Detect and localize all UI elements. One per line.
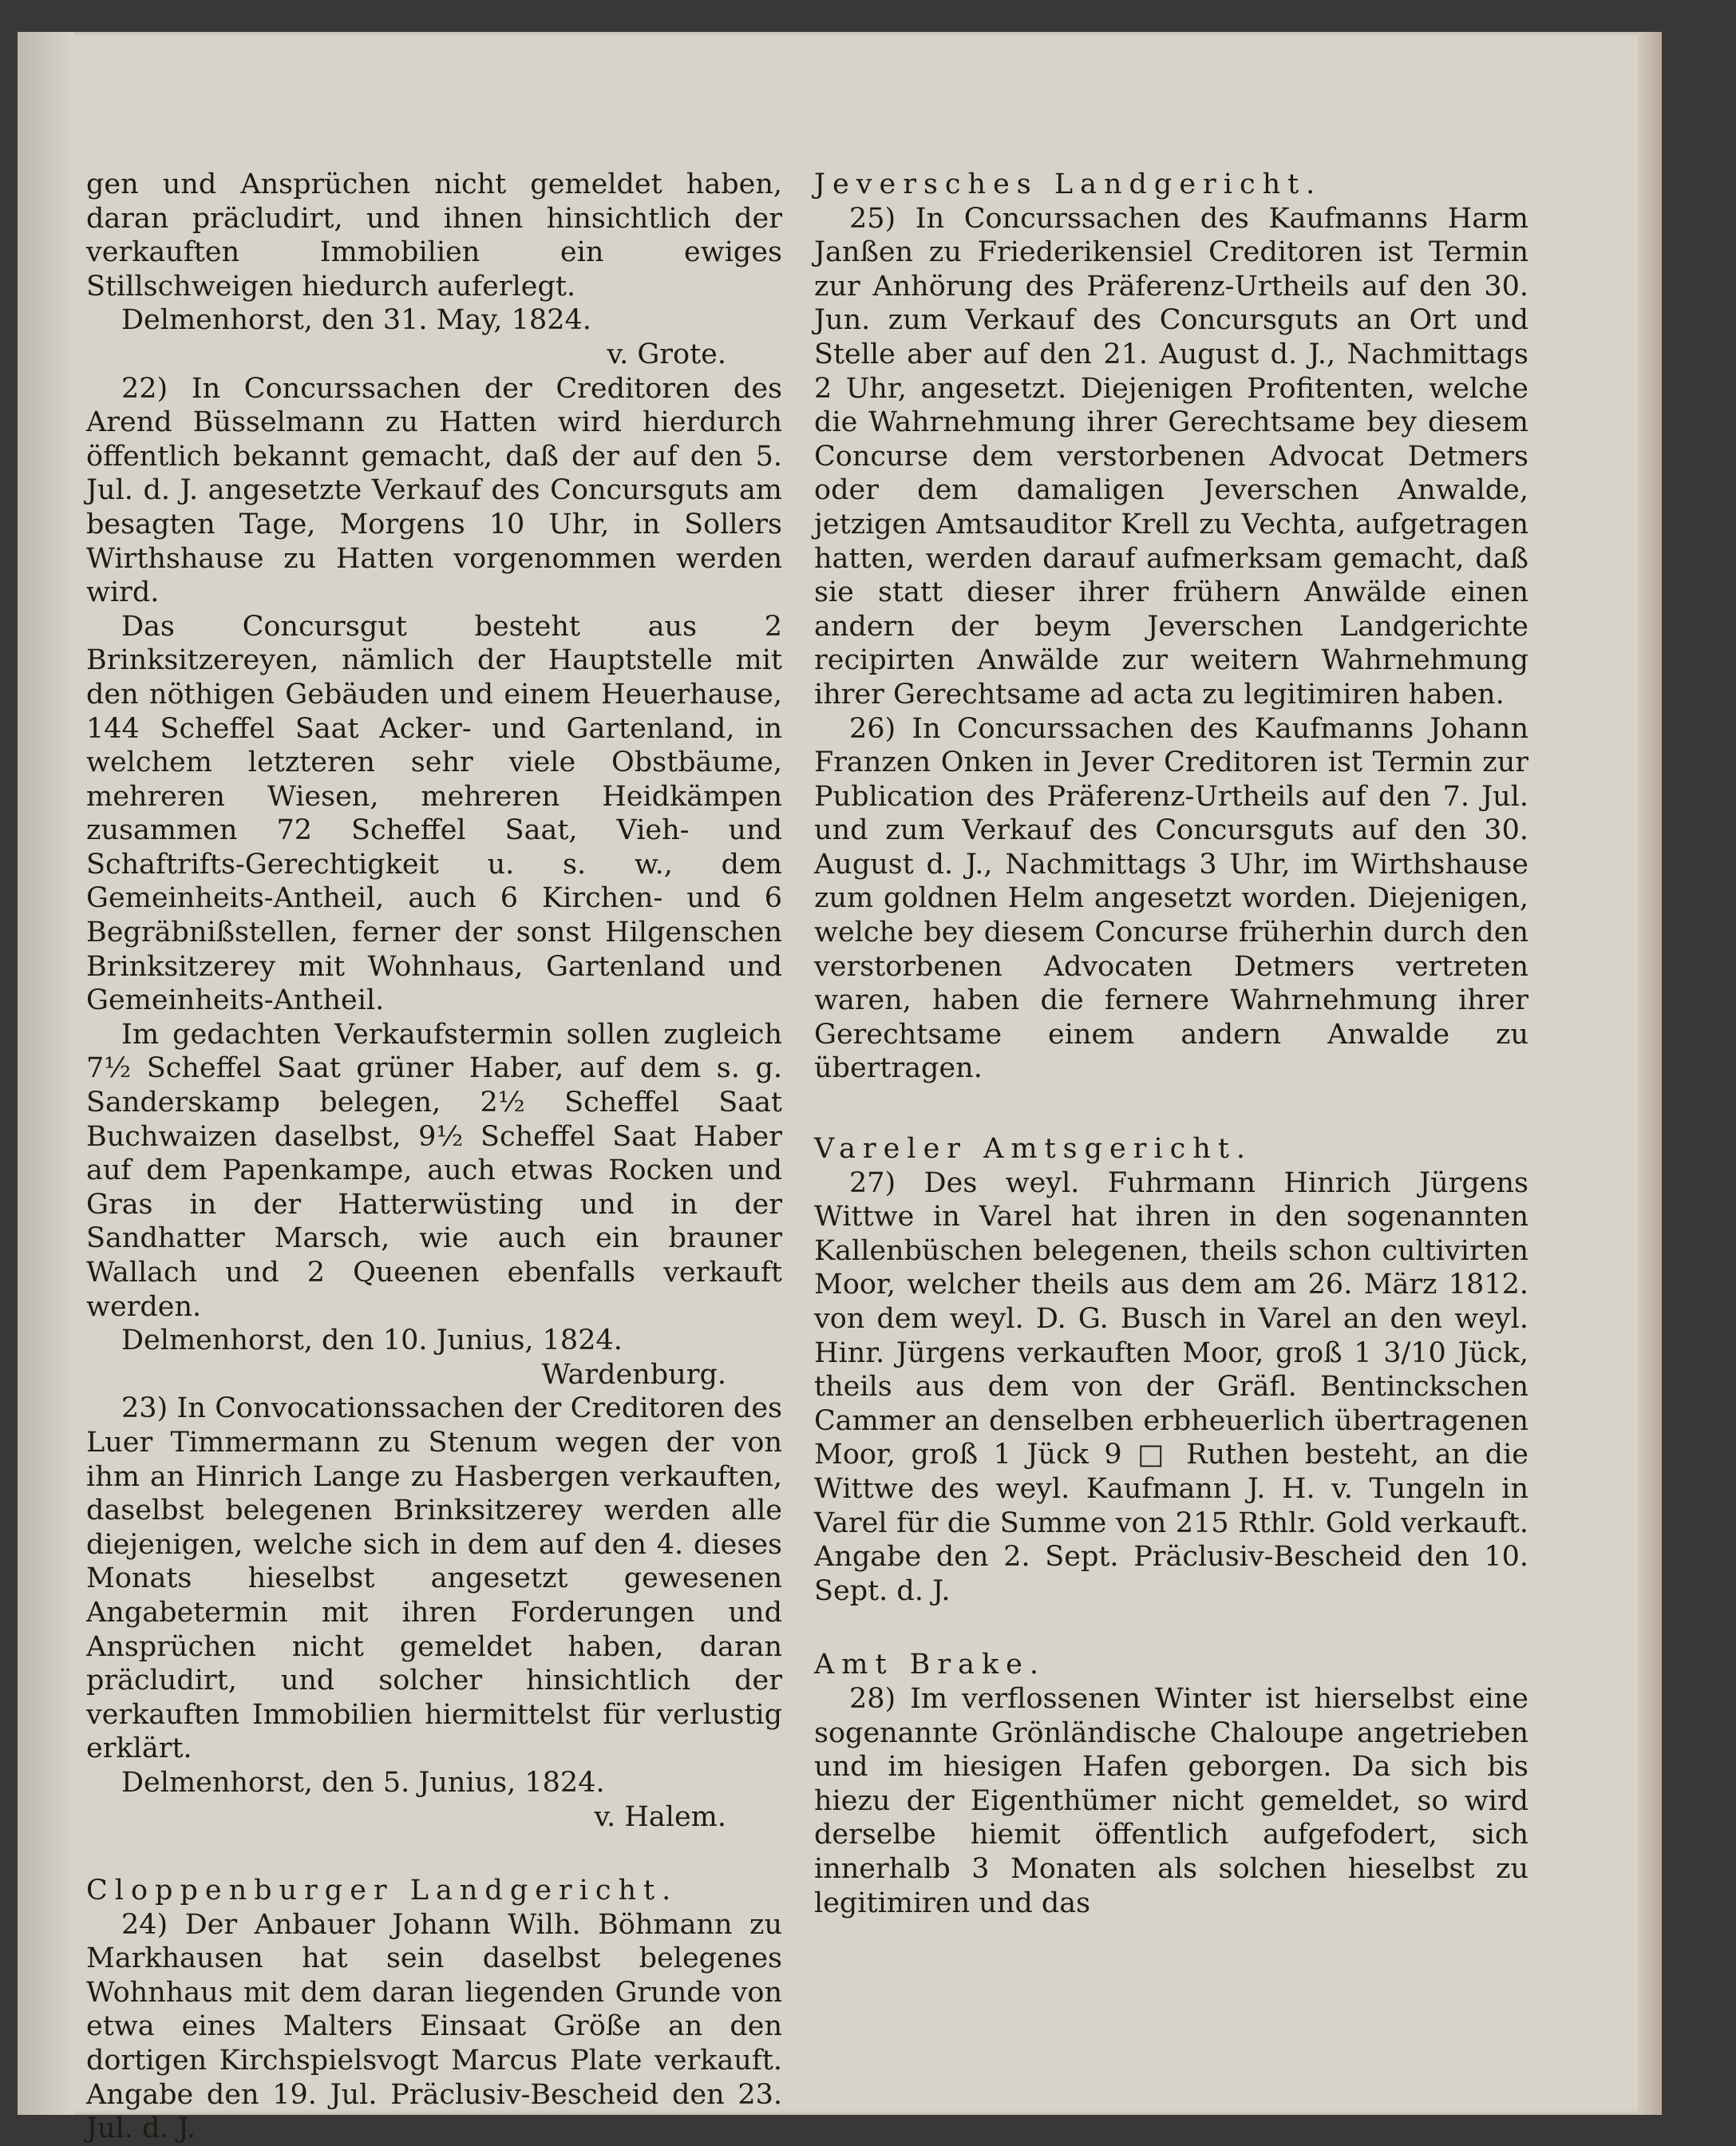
signature: v. Halem.	[594, 1800, 726, 1833]
notice-22-details: Das Concursgut besteht aus 2 Brinksitzereyen, nämlich der Hauptstelle mit den nöthigen Gebäuden und einem Heuerhause, 144 Scheffel Saat Acker- und Gartenland, in welchem letzteren sehr viele Obstbäume, mehreren Wiesen, mehreren Heidkämpen zusammen 72 Scheffel Saat, Vieh- und Schaftrifts-Gerechtigkeit u. s. w., dem Gemeinheits-Antheil, auch 6 Kirchen- und 6 Begräbnißstellen, ferner der sonst Hilgenschen Brinksitzerey mit Wohnhaus, Gartenland und Gemeinheits-Antheil.	[86, 610, 782, 1017]
section-heading: Cloppenburger Landgericht.	[86, 1875, 678, 1907]
paragraph-continuation: gen und Ansprüchen nicht gemeldet haben, daran präcludirt, und ihnen hinsichtlich der verkauften Immobilien ein ewiges Stillschweigen hiedurch auferlegt.	[86, 168, 782, 303]
section-heading: Vareler Amtsgericht.	[814, 1133, 1253, 1166]
binding-fold	[18, 32, 73, 2115]
signature: v. Grote.	[607, 338, 726, 370]
left-column	[86, 168, 782, 2146]
section-heading: Amt Brake.	[814, 1649, 1046, 1681]
right-column	[814, 168, 1528, 1920]
notice-22: 22) In Concurssachen der Creditoren des Arend Büsselmann zu Hatten wird hierdurch öffentlich bekannt gemacht, daß der auf den 5. Jul. d. J. angesetzte Verkauf des Concursguts am besagten Tage, Morgens 10 Uhr, in Sollers Wirthshause zu Hatten vorgenommen werden wird.	[86, 372, 782, 609]
section-heading: Jeversches Landgericht.	[814, 168, 1323, 200]
dateline: Delmenhorst, den 5. Junius, 1824.	[121, 1766, 605, 1799]
notice-25: 25) In Concurssachen des Kaufmanns Harm Janßen zu Friederikensiel Creditoren ist Termin zur Anhörung des Präferenz-Urtheils auf den 30. Jun. zum Verkauf des Concursguts an Ort und Stelle aber auf den 21. August d. J., Nachmittags 2 Uhr, angesetzt. Diejenigen Profitenten, welche die Wahrnehmung ihrer Gerechtsame bey diesem Concurse dem verstorbenen Advocat Detmers oder dem damaligen Jeverschen Anwalde, jetzigen Amtsauditor Krell zu Vechta, aufgetragen hatten, werden darauf aufmerksam gemacht, daß sie statt dieser ihrer frühern Anwälde einen andern der beym Jeverschen Landgerichte recipirten Anwälde zur weitern Wahrnehmung ihrer Gerechtsame ad acta zu legitimiren haben.	[814, 202, 1528, 711]
signature: Wardenburg.	[541, 1358, 726, 1391]
notice-24: 24) Der Anbauer Johann Wilh. Böhmann zu Markhausen hat sein daselbst belegenes Wohnhaus mit dem daran liegenden Grunde von etwa eines Malters Einsaat Größe an den dortigen Kirchspielsvogt Marcus Plate verkauft. Angabe den 19. Jul. Präclusiv-Bescheid den 23. Jul. d. J.	[86, 1908, 782, 2145]
notice-28: 28) Im verflossenen Winter ist hierselbst eine sogenannte Grönländische Chaloupe angetrieben und im hiesigen Hafen geborgen. Da sich bis hiezu der Eigenthümer nicht gemeldet, so wird derselbe hiemit öffentlich aufgefodert, sich innerhalb 3 Monaten als solchen hieselbst zu legitimiren und das	[814, 1682, 1528, 1919]
notice-22-sale: Im gedachten Verkaufstermin sollen zugleich 7½ Scheffel Saat grüner Haber, auf dem s. g. Sanderskamp belegen, 2½ Scheffel Saat Buchwaizen daselbst, 9½ Scheffel Saat Haber auf dem Papenkampe, auch etwas Rocken und Gras in der Hatterwüsting und in der Sandhatter Marsch, wie auch ein brauner Wallach und 2 Queenen ebenfalls verkauft werden.	[86, 1018, 782, 1323]
notice-27: 27) Des weyl. Fuhrmann Hinrich Jürgens Wittwe in Varel hat ihren in den sogenannten Kallenbüschen belegenen, theils schon cultivirten Moor, welcher theils aus dem am 26. März 1812. von dem weyl. D. G. Busch in Varel an den weyl. Hinr. Jürgens verkauften Moor, groß 1 3/10 Jück, theils aus dem von der Gräfl. Bentinckschen Cammer an denselben erbheuerlich übertragenen Moor, groß 1 Jück 9 □ Ruthen besteht, an die Wittwe des weyl. Kaufmann J. H. v. Tungeln in Varel für die Summe von 215 Rthlr. Gold verkauft. Angabe den 2. Sept. Präclusiv-Bescheid den 10. Sept. d. J.	[814, 1166, 1528, 1607]
page-edge	[1638, 32, 1662, 2115]
notice-23: 23) In Convocationssachen der Creditoren des Luer Timmermann zu Stenum wegen der von ihm an Hinrich Lange zu Hasbergen verkauften, daselbst belegenen Brinksitzerey werden alle diejenigen, welche sich in dem auf den 4. dieses Monats hieselbst angesetzt gewesenen Angabetermin mit ihren Forderungen und Ansprüchen nicht gemeldet haben, daran präcludirt, und solcher hinsichtlich der verkauften Immobilien hiermittelst für verlustig erklärt.	[86, 1392, 782, 1765]
notice-26: 26) In Concurssachen des Kaufmanns Johann Franzen Onken in Jever Creditoren ist Termin zur Publication des Präferenz-Urtheils auf den 7. Jul. und zum Verkauf des Concursguts auf den 30. August d. J., Nachmittags 3 Uhr, im Wirthshause zum goldnen Helm angesetzt worden. Diejenigen, welche bey diesem Concurse früherhin durch den verstorbenen Advocaten Detmers vertreten waren, haben die fernere Wahrnehmung ihrer Gerechtsame einem andern Anwalde zu übertragen.	[814, 712, 1528, 1085]
dateline: Delmenhorst, den 10. Junius, 1824.	[121, 1324, 623, 1357]
dateline: Delmenhorst, den 31. May, 1824.	[121, 304, 591, 337]
